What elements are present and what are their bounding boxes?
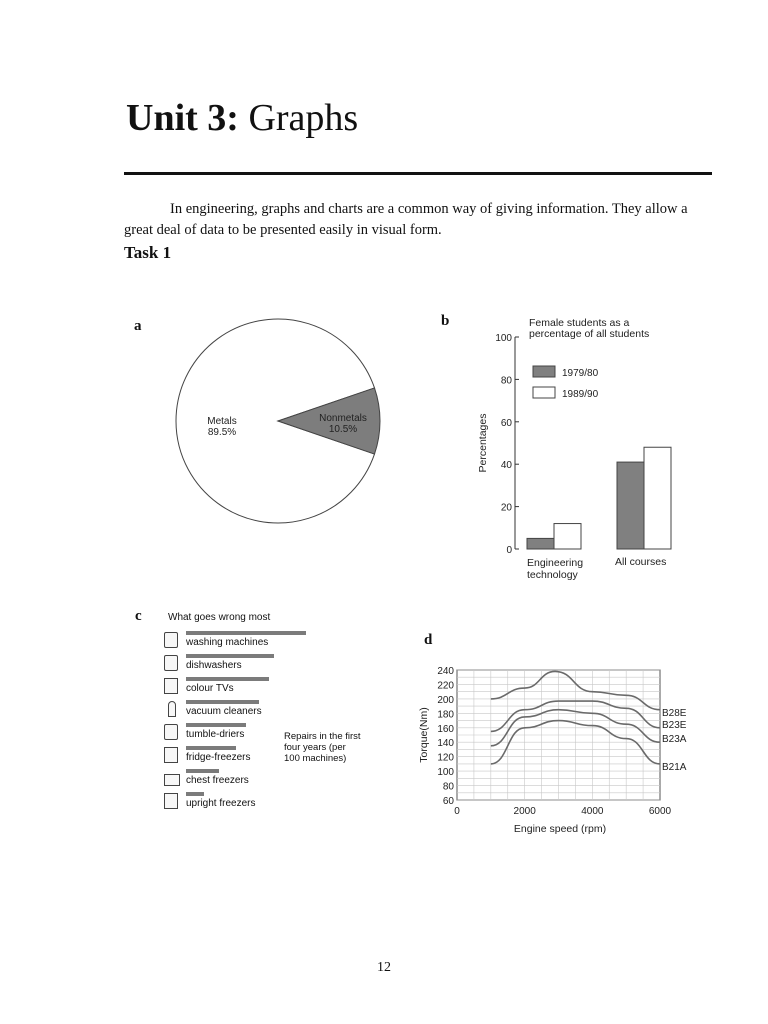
appliance-icon	[164, 774, 180, 786]
y-tick-label: 40	[500, 460, 512, 472]
bar	[617, 462, 644, 549]
repairs-chart-note: Repairs in the first four years (per 100 machines)	[284, 731, 361, 764]
legend-swatch	[533, 387, 555, 398]
appliance-icon	[164, 793, 178, 809]
bar	[527, 538, 554, 549]
repair-label: tumble-driers	[186, 729, 245, 740]
appliance-icon	[164, 632, 178, 648]
legend-label: 1989/90	[562, 389, 599, 400]
task-heading: Task 1	[124, 243, 172, 262]
repair-bar	[186, 677, 269, 681]
chart-title-line2: percentage of all students	[529, 328, 650, 340]
bar	[554, 524, 581, 549]
repair-row	[164, 630, 324, 652]
repair-bar	[186, 723, 246, 727]
x-category-label: Engineering	[527, 557, 584, 569]
title-unit: Unit 3:	[126, 97, 239, 139]
legend-label: 1979/80	[562, 368, 599, 379]
repair-label: washing machines	[186, 637, 269, 648]
figure-letter-b: b	[441, 313, 450, 329]
y-tick-label: 120	[437, 752, 454, 764]
appliance-icon	[164, 747, 178, 763]
y-axis-label: Percentages	[477, 413, 489, 473]
series-label-b23a: B23A	[662, 734, 687, 745]
y-tick-label: 180	[437, 709, 454, 721]
chart-title-line1: Female students as a	[529, 317, 630, 329]
series-label-b23e: B23E	[662, 720, 687, 731]
appliance-icon	[168, 701, 176, 717]
page-number: 12	[377, 960, 391, 975]
figure-letter-c: c	[135, 608, 142, 624]
y-tick-label: 100	[495, 333, 512, 344]
y-tick-label: 240	[437, 666, 454, 677]
y-axis-label: Torque(Nm)	[418, 707, 430, 763]
x-axis-label: Engine speed (rpm)	[513, 823, 607, 835]
y-tick-label: 0	[506, 545, 512, 556]
figure-letter-a: a	[134, 318, 142, 334]
x-tick-label: 2000	[513, 806, 536, 817]
x-tick-label: 0	[454, 806, 460, 817]
bar-chart-female-students	[470, 310, 710, 595]
repair-bar	[186, 746, 236, 750]
intro-paragraph: In engineering, graphs and charts are a common way of giving information. They allow a great deal of data to be presented easily in visual form.	[124, 201, 688, 238]
y-tick-label: 140	[437, 738, 454, 750]
series-label-b21a: B21A	[662, 762, 687, 773]
repair-bar	[186, 700, 259, 704]
x-tick-label: 4000	[581, 806, 604, 817]
x-category-label: All courses	[615, 556, 667, 568]
page-title	[126, 96, 358, 140]
y-tick-label: 80	[500, 375, 512, 387]
repair-bar	[186, 792, 204, 796]
appliance-icon	[164, 655, 178, 671]
repair-label: vacuum cleaners	[186, 706, 262, 717]
y-tick-label: 20	[500, 502, 512, 514]
repair-label: chest freezers	[186, 775, 249, 786]
appliance-icon	[164, 724, 178, 740]
pie-value-nonmetals: 10.5%	[328, 424, 358, 435]
repair-label: fridge-freezers	[186, 752, 251, 763]
y-tick-label: 200	[437, 694, 454, 706]
bar	[644, 447, 671, 549]
repair-bar	[186, 631, 306, 635]
y-tick-label: 160	[437, 723, 454, 735]
y-tick-label: 60	[500, 417, 512, 429]
series-label-b28e: B28E	[662, 708, 687, 719]
pie-label-nonmetals: Nonmetals	[319, 413, 367, 424]
title-rule	[124, 172, 712, 175]
pie-chart	[160, 300, 400, 560]
x-category-label: technology	[527, 569, 578, 581]
x-tick-label: 6000	[648, 806, 672, 817]
title-topic: Graphs	[238, 97, 359, 139]
repairs-chart-title: What goes wrong most	[168, 612, 271, 623]
y-tick-label: 60	[442, 796, 454, 807]
repair-row	[164, 699, 324, 721]
repair-row	[164, 676, 324, 698]
figure-letter-d: d	[424, 632, 433, 648]
pie-value-metals: 89.5%	[207, 427, 237, 438]
y-tick-label: 100	[437, 767, 454, 779]
repair-row	[164, 653, 324, 675]
repair-bar	[186, 769, 219, 773]
repair-row	[164, 791, 324, 813]
repair-row	[164, 768, 324, 790]
y-tick-label: 80	[442, 781, 454, 793]
legend-swatch	[533, 366, 555, 377]
repair-bar	[186, 654, 274, 658]
torque-line-chart	[410, 650, 710, 845]
y-tick-label: 220	[437, 680, 454, 692]
repair-label: upright freezers	[186, 798, 256, 809]
repair-label: colour TVs	[186, 683, 234, 694]
appliance-icon	[164, 678, 178, 694]
repair-label: dishwashers	[186, 660, 242, 671]
pie-label-metals: Metals	[207, 416, 237, 427]
